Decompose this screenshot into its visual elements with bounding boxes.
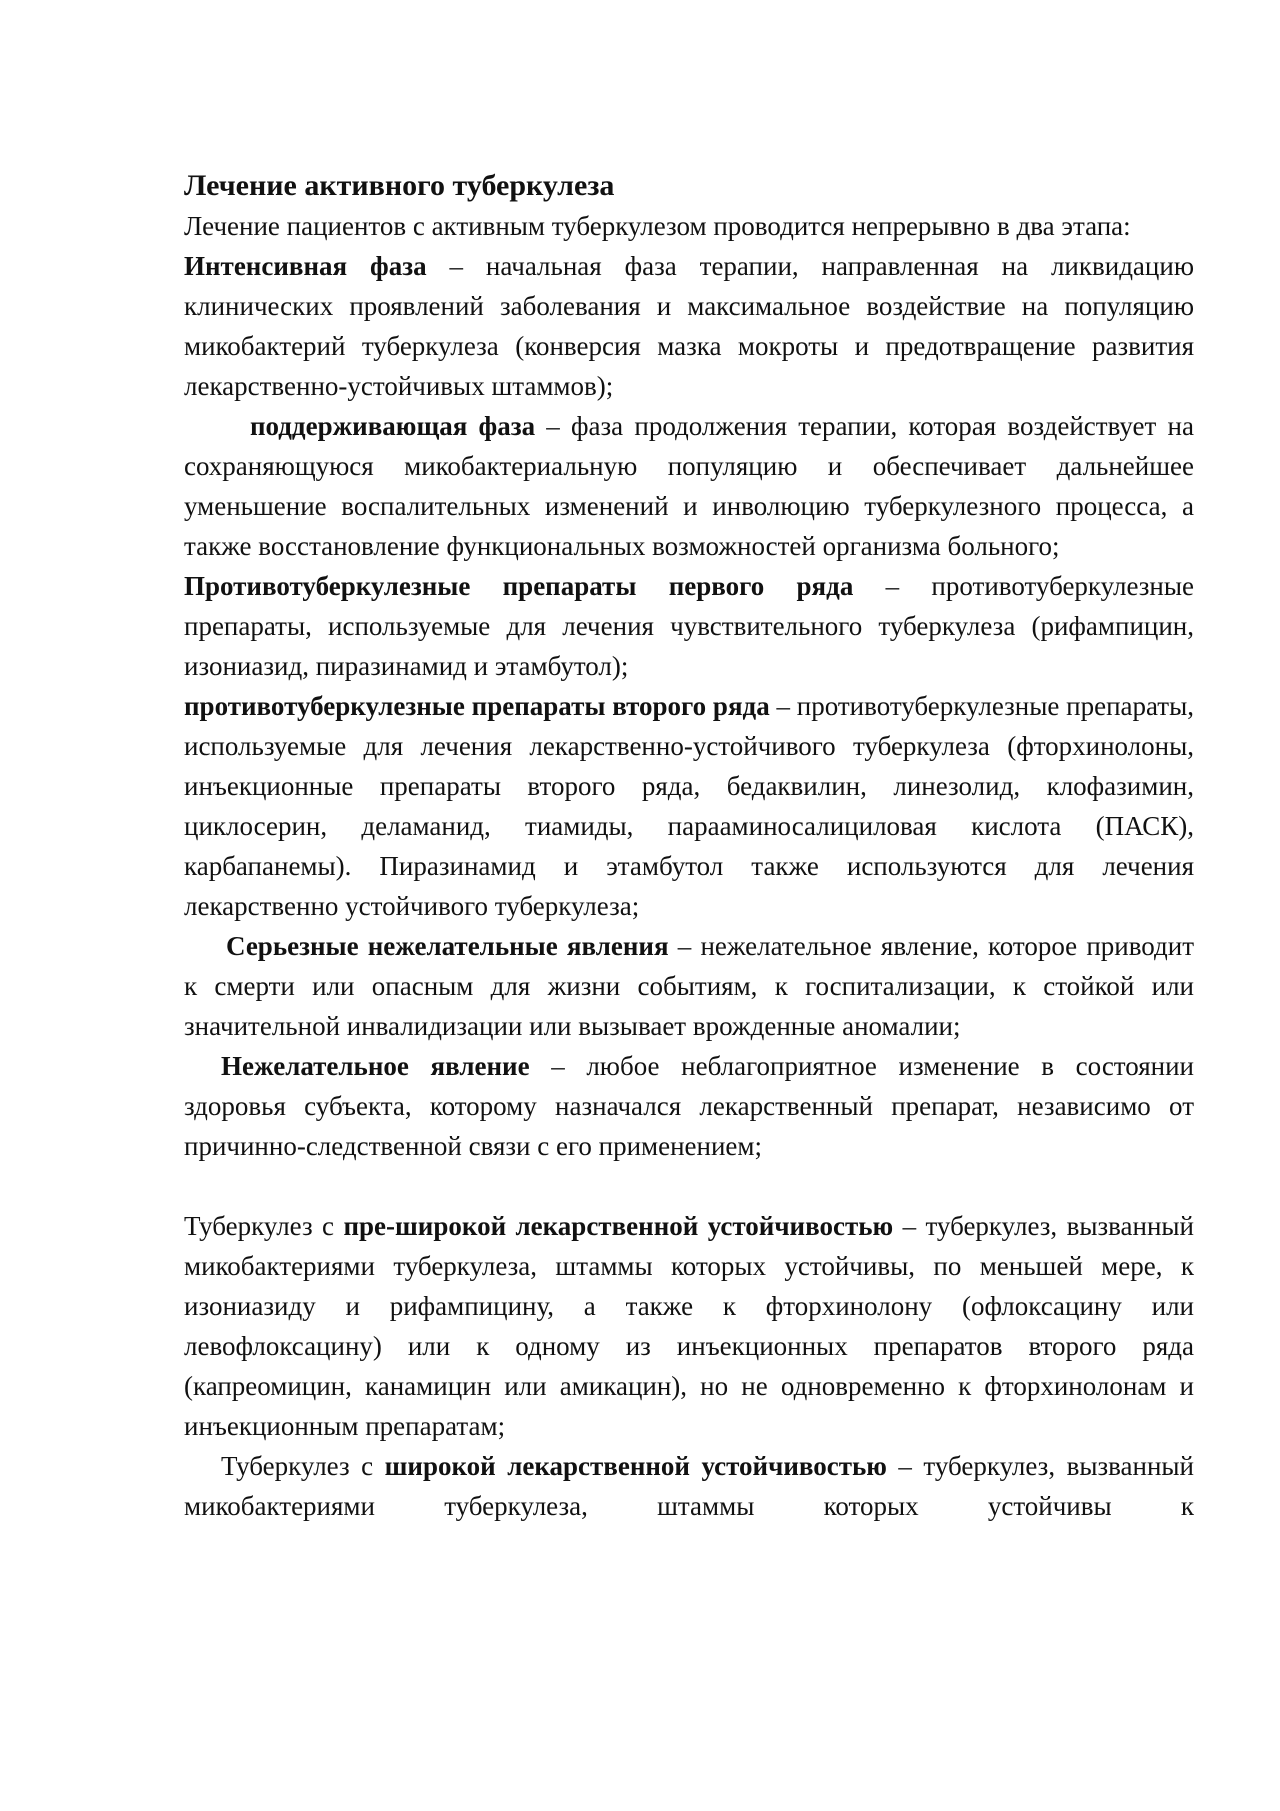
definition-adverse-event bbox=[184, 1046, 1194, 1166]
definition-text: – противотуберкулезные препараты, используемые для лечения чувствительного туберкулеза (рифампицин, изониазид, пиразинамид и этамбутол); bbox=[184, 571, 1195, 681]
definition-xdr-tb bbox=[184, 1446, 1194, 1526]
term: поддерживающая фаза bbox=[250, 411, 536, 441]
definition-text: – нежелательное явление, которое приводит к смерти или опасным для жизни событиям, к госпитализации, к стойкой или значительной инвалидизации или вызывает врожденные аномалии; bbox=[184, 931, 1194, 1041]
term: пре-широкой лекарственной устойчивостью bbox=[343, 1211, 894, 1241]
term: Нежелательное явление bbox=[221, 1051, 530, 1081]
definition-text: – любое неблагоприятное изменение в состоянии здоровья субъекта, которому назначался лекарственный препарат, независимо от причинно-следственной связи с его применением; bbox=[184, 1051, 1195, 1161]
definition-intensive-phase bbox=[184, 246, 1194, 406]
definition-text: – фаза продолжения терапии, которая воздействует на сохраняющуюся микобактериальную популяцию и обеспечивает дальнейшее уменьшение воспалительных изменений и инволюцию туберкулезного процесса, а также восстановление функциональных возможностей организма больного; bbox=[184, 411, 1194, 561]
definition-first-line-drugs bbox=[184, 566, 1194, 686]
term: противотуберкулезные препараты второго ряда bbox=[184, 691, 770, 721]
term: Интенсивная фаза bbox=[184, 251, 427, 281]
definition-text: – туберкулез, вызванный микобактериями туберкулеза, штаммы которых устойчивы, по меньшей мере, к изониазиду и рифампицину, а также к фторхинолону (офлоксацину или левофлоксацину) или к одному из инъекционных препаратов второго ряда (капреомицин, канамицин или амикацин), но не одновременно к фторхинолонам и инъекционным препаратам; bbox=[184, 1211, 1195, 1441]
definition-second-line-drugs bbox=[184, 686, 1194, 926]
definition-maintenance-phase bbox=[184, 406, 1194, 566]
blank-line bbox=[184, 1166, 1194, 1206]
definition-prefix: Туберкулез с bbox=[184, 1211, 344, 1241]
section-title: Лечение активного туберкулеза bbox=[184, 169, 615, 202]
definition-serious-adverse-events bbox=[184, 926, 1194, 1046]
definition-text: – противотуберкулезные препараты, используемые для лечения лекарственно-устойчивого туберкулеза (фторхинолоны, инъекционные препараты второго ряда, бедаквилин, линезолид, клофазимин, циклосерин, деламанид, тиамиды, парааминосалициловая кислота (ПАСК), карбапанемы). Пиразинамид и этамбутол также используются для лечения лекарственно устойчивого туберкулеза; bbox=[184, 691, 1194, 921]
definition-pre-xdr-tb bbox=[184, 1206, 1194, 1446]
definition-text: – начальная фаза терапии, направленная на ликвидацию клинических проявлений заболевания и максимальное воздействие на популяцию микобактерий туберкулеза (конверсия мазка мокроты и предотвращение развития лекарственно-устойчивых штаммов); bbox=[184, 251, 1194, 401]
document-page bbox=[184, 165, 1194, 1526]
term: Противотуберкулезные препараты первого ряда bbox=[184, 571, 854, 601]
term: Серьезные нежелательные явления bbox=[226, 931, 669, 961]
intro-paragraph: Лечение пациентов с активным туберкулезом проводится непрерывно в два этапа: bbox=[184, 211, 1131, 241]
term: широкой лекарственной устойчивостью bbox=[384, 1451, 887, 1481]
definition-text: – туберкулез, вызванный микобактериями туберкулеза, штаммы которых устойчивы к bbox=[184, 1451, 1195, 1521]
definition-prefix: Туберкулез с bbox=[221, 1451, 385, 1481]
